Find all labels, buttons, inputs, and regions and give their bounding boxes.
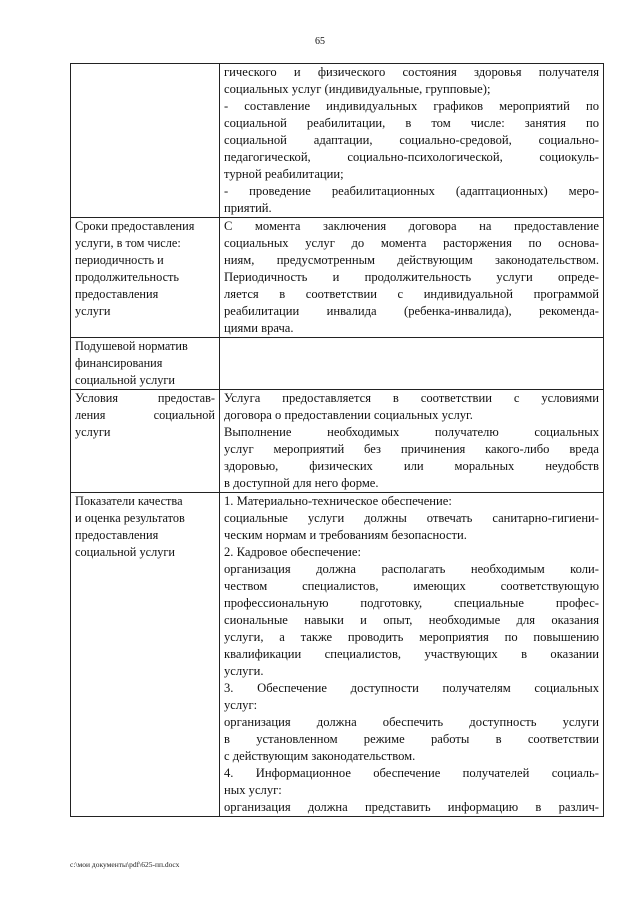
value-line: с действующим законодательством. bbox=[224, 749, 416, 763]
label-line: социальной услуги bbox=[75, 373, 175, 387]
row-value-cell bbox=[220, 390, 604, 493]
value-line: сиональные навыки и опыт, необходимые для оказания bbox=[224, 613, 599, 627]
value-line: профессиональную подготовку, специальные профес- bbox=[224, 596, 599, 610]
row-label-cell bbox=[71, 390, 220, 493]
value-line: договора о предоставлении социальных услуг. bbox=[224, 408, 473, 422]
value-line: организация должна представить информацию в различ- bbox=[224, 800, 599, 814]
label-line: финансирования bbox=[75, 356, 163, 370]
row-value-cell bbox=[220, 493, 604, 817]
value-line: гического и физического состояния здоровья получателя bbox=[224, 65, 599, 79]
label-line: периодичность и bbox=[75, 253, 164, 267]
label-line: Подушевой норматив bbox=[75, 339, 188, 353]
row-label-cell bbox=[71, 338, 220, 390]
value-line: Выполнение необходимых получателю социальных bbox=[224, 425, 599, 439]
value-line: услуг: bbox=[224, 698, 258, 712]
label-line: предоставления bbox=[75, 287, 159, 301]
table-row bbox=[71, 493, 604, 817]
value-line: педагогической, социально-психологической, социокуль- bbox=[224, 150, 599, 164]
label-line: Условия предостав- bbox=[75, 391, 215, 405]
label-line: ления социальной bbox=[75, 408, 215, 422]
row-label-cell bbox=[71, 64, 220, 218]
value-line: турной реабилитации; bbox=[224, 167, 344, 181]
label-line: Показатели качества bbox=[75, 494, 183, 508]
row-label-cell bbox=[71, 218, 220, 338]
table-row bbox=[71, 338, 604, 390]
row-value-cell bbox=[220, 338, 604, 390]
value-line: услуги. bbox=[224, 664, 264, 678]
value-line: здоровью, физических или моральных неудобств bbox=[224, 459, 599, 473]
table-row bbox=[71, 218, 604, 338]
value-line: ных услуг: bbox=[224, 783, 282, 797]
file-path-footer: c:\мои документы\pdf\625-пп.docx bbox=[70, 860, 180, 869]
value-line: социальной реабилитации, в том числе: занятия по bbox=[224, 116, 599, 130]
value-line: 1. Материально-техническое обеспечение: bbox=[224, 494, 452, 508]
value-line: Периодичность и продолжительность услуги опреде- bbox=[224, 270, 599, 284]
label-line: и оценка результатов bbox=[75, 511, 185, 525]
value-line: социальные услуги должны отвечать санитарно-гигиени- bbox=[224, 511, 599, 525]
label-line: услуги, в том числе: bbox=[75, 236, 181, 250]
value-line: 2. Кадровое обеспечение: bbox=[224, 545, 362, 559]
page-number: 65 bbox=[315, 36, 325, 47]
table-row bbox=[71, 64, 604, 218]
row-label-cell bbox=[71, 493, 220, 817]
label-line: социальной услуги bbox=[75, 545, 175, 559]
value-line: социальных услуг (индивидуальные, групповые); bbox=[224, 82, 491, 96]
value-line: приятий. bbox=[224, 201, 272, 215]
services-table bbox=[70, 63, 604, 817]
value-line: 4. Информационное обеспечение получателей социаль- bbox=[224, 766, 599, 780]
label-line: услуги bbox=[75, 304, 111, 318]
value-line: организация должна располагать необходимым коли- bbox=[224, 562, 599, 576]
value-line: социальной адаптации, социально-средовой, социально- bbox=[224, 133, 599, 147]
value-line: ляется в соответствии с индивидуальной программой bbox=[224, 287, 599, 301]
value-line: квалификации специалистов, участвующих в оказании bbox=[224, 647, 599, 661]
table-body bbox=[71, 64, 604, 817]
table-row bbox=[71, 390, 604, 493]
value-line: в доступной для него форме. bbox=[224, 476, 379, 490]
label-line: Сроки предоставления bbox=[75, 219, 195, 233]
value-line: в установленном режиме работы в соответствии bbox=[224, 732, 599, 746]
value-line: ческим нормам и требованиям безопасности. bbox=[224, 528, 467, 542]
value-line: 3. Обеспечение доступности получателям социальных bbox=[224, 681, 599, 695]
value-line: - составление индивидуальных графиков мероприятий по bbox=[224, 99, 599, 113]
value-line: ниям, предусмотренным действующим законодательством. bbox=[224, 253, 599, 267]
value-line: услуг мероприятий без причинения какого-либо вреда bbox=[224, 442, 599, 456]
row-value-cell bbox=[220, 64, 604, 218]
value-line: социальных услуг до момента расторжения по основа- bbox=[224, 236, 599, 250]
label-line: продолжительность bbox=[75, 270, 180, 284]
value-line: циями врача. bbox=[224, 321, 294, 335]
label-line: предоставления bbox=[75, 528, 159, 542]
value-line: С момента заключения договора на предоставление bbox=[224, 219, 599, 233]
row-value-cell bbox=[220, 218, 604, 338]
value-line: - проведение реабилитационных (адаптационных) меро- bbox=[224, 184, 599, 198]
value-line: услуги, а также проводить мероприятия по повышению bbox=[224, 630, 599, 644]
value-line: организация должна обеспечить доступность услуги bbox=[224, 715, 599, 729]
label-line: услуги bbox=[75, 425, 111, 439]
value-line: Услуга предоставляется в соответствии с условиями bbox=[224, 391, 599, 405]
value-line: реабилитации инвалида (ребенка-инвалида), рекоменда- bbox=[224, 304, 599, 318]
value-line: чеством специалистов, имеющих соответствующую bbox=[224, 579, 599, 593]
